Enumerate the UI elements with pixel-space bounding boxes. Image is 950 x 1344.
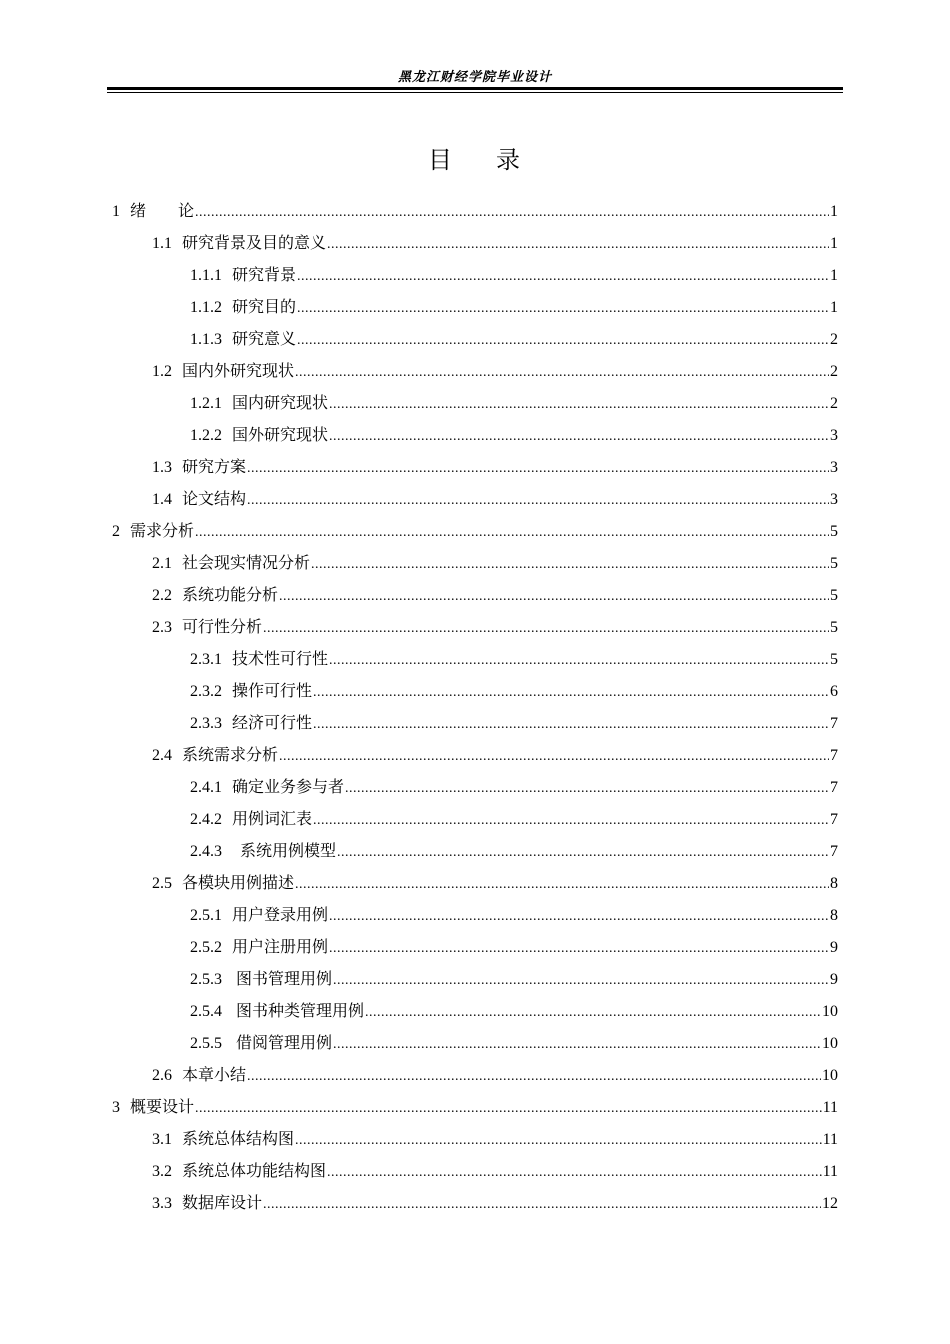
toc-entry-label: 概要设计 [130, 1099, 195, 1116]
toc-entry-number: 1.2.2 [190, 427, 222, 444]
toc-entry-label: 绪 论 [130, 203, 195, 220]
toc-entry[interactable] [112, 580, 838, 612]
toc-entry-number: 2.3.2 [190, 683, 222, 700]
toc-entry[interactable] [112, 964, 838, 996]
toc-dot-leader [195, 517, 829, 549]
title-char-right: 录 [496, 148, 522, 174]
toc-dot-leader [297, 325, 829, 357]
toc-entry-label: 系统用例模型 [232, 843, 337, 860]
toc-entry-page: 7 [830, 747, 838, 764]
toc-entry-label: 可行性分析 [182, 619, 263, 636]
toc-dot-leader [345, 773, 829, 805]
toc-dot-leader [365, 997, 821, 1029]
toc-entry-label: 社会现实情况分析 [182, 555, 311, 572]
toc-entry-page: 9 [830, 971, 838, 988]
toc-entry[interactable] [112, 1060, 838, 1092]
toc-dot-leader [295, 357, 829, 389]
toc-entry[interactable] [112, 772, 838, 804]
toc-entry-number: 2.5.1 [190, 907, 222, 924]
toc-entry-page: 1 [830, 267, 838, 284]
toc-entry-page: 5 [830, 651, 838, 668]
table-of-contents [112, 196, 838, 1220]
toc-entry-page: 5 [830, 555, 838, 572]
toc-entry-label: 国外研究现状 [232, 427, 329, 444]
toc-entry-page: 5 [830, 523, 838, 540]
toc-entry-page: 8 [830, 875, 838, 892]
toc-dot-leader [297, 293, 829, 325]
toc-dot-leader [279, 741, 829, 773]
toc-dot-leader [247, 453, 829, 485]
toc-entry-page: 11 [822, 1099, 838, 1116]
toc-dot-leader [327, 1157, 822, 1189]
toc-entry-label: 系统需求分析 [182, 747, 279, 764]
toc-entry-label: 研究目的 [232, 299, 297, 316]
toc-entry-label: 国内研究现状 [232, 395, 329, 412]
toc-entry-number: 2.4 [152, 747, 172, 764]
toc-dot-leader [247, 485, 829, 517]
toc-dot-leader [279, 581, 829, 613]
toc-entry-label: 研究背景及目的意义 [182, 235, 327, 252]
toc-entry-label: 用例词汇表 [232, 811, 313, 828]
toc-entry-number: 1.1.2 [190, 299, 222, 316]
toc-entry[interactable] [112, 1156, 838, 1188]
toc-entry-page: 2 [830, 395, 838, 412]
toc-entry-label: 国内外研究现状 [182, 363, 295, 380]
toc-entry-number: 1.2.1 [190, 395, 222, 412]
toc-entry-number: 3.2 [152, 1163, 172, 1180]
toc-entry-page: 10 [822, 1003, 838, 1020]
toc-entry-number: 2.5.5 [190, 1035, 222, 1052]
toc-dot-leader [295, 869, 829, 901]
page-title [0, 140, 950, 175]
toc-entry-label: 研究方案 [182, 459, 247, 476]
toc-entry[interactable] [112, 452, 838, 484]
toc-dot-leader [313, 805, 829, 837]
toc-dot-leader [263, 613, 829, 645]
toc-entry-page: 10 [822, 1035, 838, 1052]
toc-dot-leader [313, 709, 829, 741]
toc-dot-leader [195, 1093, 822, 1125]
toc-entry-number: 2.4.2 [190, 811, 222, 828]
toc-entry-page: 10 [822, 1067, 838, 1084]
toc-entry[interactable] [112, 676, 838, 708]
toc-dot-leader [327, 229, 829, 261]
toc-entry-number: 2.5 [152, 875, 172, 892]
toc-entry-label: 经济可行性 [232, 715, 313, 732]
toc-entry-label: 各模块用例描述 [182, 875, 295, 892]
toc-entry-label: 图书管理用例 [232, 971, 333, 988]
toc-dot-leader [195, 197, 829, 229]
toc-entry-number: 2.1 [152, 555, 172, 572]
toc-entry-number: 2.3.1 [190, 651, 222, 668]
toc-dot-leader [247, 1061, 821, 1093]
toc-entry[interactable] [112, 356, 838, 388]
toc-entry-number: 1.1.3 [190, 331, 222, 348]
toc-entry[interactable] [112, 740, 838, 772]
toc-entry-page: 3 [830, 491, 838, 508]
toc-entry[interactable] [112, 516, 838, 548]
toc-entry-number: 2.5.3 [190, 971, 222, 988]
toc-entry-number: 1.1 [152, 235, 172, 252]
toc-entry[interactable] [112, 1188, 838, 1220]
toc-entry-label: 研究背景 [232, 267, 297, 284]
toc-entry-label: 需求分析 [130, 523, 195, 540]
toc-entry-page: 2 [830, 331, 838, 348]
header-rule-thin [107, 92, 843, 93]
toc-entry[interactable] [112, 548, 838, 580]
toc-entry-label: 操作可行性 [232, 683, 313, 700]
toc-entry-page: 7 [830, 811, 838, 828]
toc-entry-number: 1.4 [152, 491, 172, 508]
toc-entry-page: 1 [830, 235, 838, 252]
toc-entry-label: 借阅管理用例 [232, 1035, 333, 1052]
toc-dot-leader [329, 421, 829, 453]
toc-entry-page: 7 [830, 779, 838, 796]
toc-entry[interactable] [112, 836, 838, 868]
toc-entry[interactable] [112, 260, 838, 292]
toc-entry-label: 系统总体功能结构图 [182, 1163, 327, 1180]
toc-entry-number: 3 [112, 1099, 120, 1116]
toc-entry-page: 5 [830, 587, 838, 604]
toc-entry[interactable] [112, 612, 838, 644]
toc-entry-page: 5 [830, 619, 838, 636]
toc-entry-page: 8 [830, 907, 838, 924]
toc-dot-leader [313, 677, 829, 709]
toc-entry-label: 用户登录用例 [232, 907, 329, 924]
toc-entry-page: 2 [830, 363, 838, 380]
toc-entry-page: 7 [830, 715, 838, 732]
toc-entry-page: 3 [830, 427, 838, 444]
toc-entry[interactable] [112, 1028, 838, 1060]
toc-entry-number: 3.3 [152, 1195, 172, 1212]
toc-entry-number: 1 [112, 203, 120, 220]
toc-dot-leader [333, 965, 829, 997]
toc-entry-number: 2.5.2 [190, 939, 222, 956]
toc-entry-label: 本章小结 [182, 1067, 247, 1084]
toc-entry-label: 系统总体结构图 [182, 1131, 295, 1148]
toc-dot-leader [329, 901, 829, 933]
toc-entry-label: 用户注册用例 [232, 939, 329, 956]
toc-entry[interactable] [112, 804, 838, 836]
toc-entry-number: 2.6 [152, 1067, 172, 1084]
toc-entry[interactable] [112, 388, 838, 420]
toc-dot-leader [329, 933, 829, 965]
toc-entry-number: 2.4.3 [190, 843, 222, 860]
toc-entry-page: 11 [822, 1163, 838, 1180]
toc-entry-number: 2 [112, 523, 120, 540]
toc-entry-label: 图书种类管理用例 [232, 1003, 365, 1020]
toc-entry-page: 7 [830, 843, 838, 860]
running-header: 黑龙江财经学院毕业设计 [397, 69, 552, 84]
toc-entry-label: 确定业务参与者 [232, 779, 345, 796]
toc-entry-page: 12 [822, 1195, 838, 1212]
toc-entry-label: 技术性可行性 [232, 651, 329, 668]
toc-dot-leader [311, 549, 829, 581]
toc-dot-leader [333, 1029, 821, 1061]
toc-entry[interactable] [112, 196, 838, 228]
toc-entry[interactable] [112, 644, 838, 676]
toc-entry[interactable] [112, 420, 838, 452]
toc-dot-leader [295, 1125, 822, 1157]
toc-entry-page: 11 [822, 1131, 838, 1148]
toc-entry-page: 1 [830, 203, 838, 220]
toc-dot-leader [329, 389, 829, 421]
toc-entry-number: 3.1 [152, 1131, 172, 1148]
toc-entry[interactable] [112, 996, 838, 1028]
toc-entry-number: 2.3 [152, 619, 172, 636]
toc-entry-number: 2.2 [152, 587, 172, 604]
toc-entry[interactable] [112, 484, 838, 516]
toc-entry[interactable] [112, 228, 838, 260]
toc-entry-label: 系统功能分析 [182, 587, 279, 604]
title-char-left: 目 [428, 148, 454, 174]
toc-entry-number: 1.1.1 [190, 267, 222, 284]
toc-entry[interactable] [112, 932, 838, 964]
toc-dot-leader [337, 837, 829, 869]
toc-entry-page: 3 [830, 459, 838, 476]
toc-dot-leader [263, 1189, 821, 1221]
toc-entry-page: 9 [830, 939, 838, 956]
toc-entry-label: 研究意义 [232, 331, 297, 348]
toc-entry[interactable] [112, 1124, 838, 1156]
toc-entry-number: 1.3 [152, 459, 172, 476]
header-rule-thick [107, 87, 843, 90]
toc-entry[interactable] [112, 708, 838, 740]
toc-dot-leader [329, 645, 829, 677]
toc-entry-number: 2.3.3 [190, 715, 222, 732]
toc-entry-label: 论文结构 [182, 491, 247, 508]
toc-entry[interactable] [112, 292, 838, 324]
toc-entry[interactable] [112, 324, 838, 356]
toc-entry[interactable] [112, 868, 838, 900]
toc-entry-number: 2.5.4 [190, 1003, 222, 1020]
toc-entry[interactable] [112, 900, 838, 932]
toc-entry-number: 2.4.1 [190, 779, 222, 796]
toc-entry-page: 6 [830, 683, 838, 700]
toc-dot-leader [297, 261, 829, 293]
toc-entry-page: 1 [830, 299, 838, 316]
toc-entry-label: 数据库设计 [182, 1195, 263, 1212]
toc-entry[interactable] [112, 1092, 838, 1124]
toc-entry-number: 1.2 [152, 363, 172, 380]
